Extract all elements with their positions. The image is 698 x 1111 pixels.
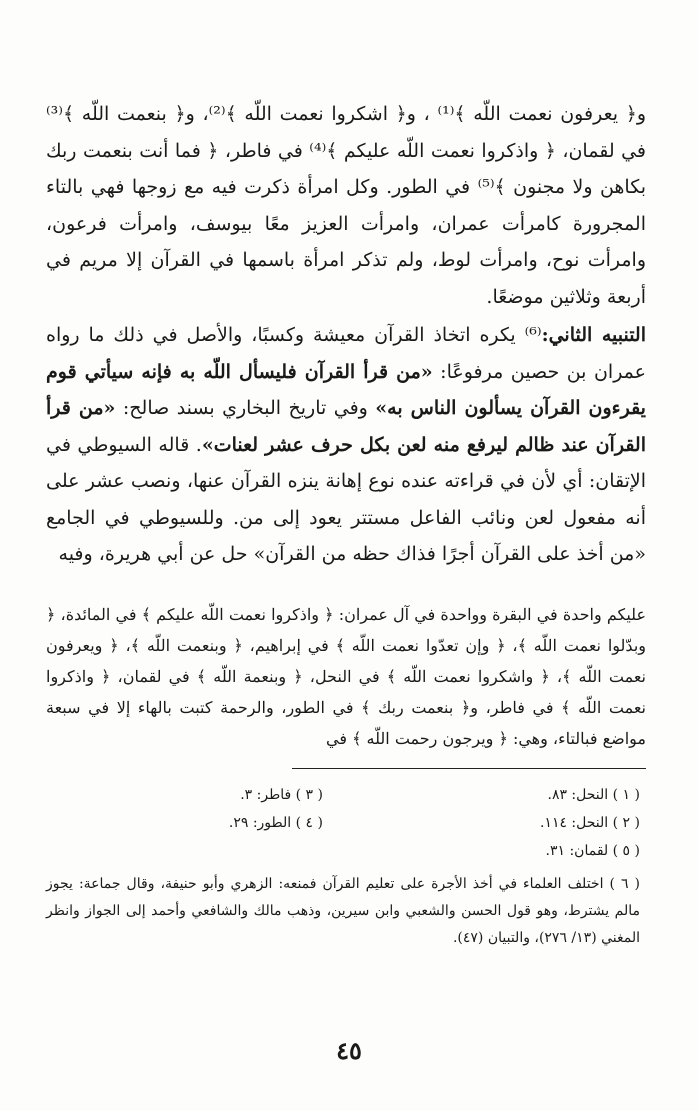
hadith-quote-1: «من قرأ القرآن فليسأل اللّه به فإنه سيأتي قوم يقرءون القرآن يسألون الناس به» [46, 360, 646, 419]
footnote-5: ( ٥ ) لقمان: ٣١. [545, 842, 640, 859]
second-note-label: التنبيه الثاني: [541, 324, 647, 346]
page-number: ٤٥ [336, 1036, 362, 1065]
footnote-2: ( ٢ ) النحل: ١١٤. [539, 814, 640, 831]
paragraph-2-text-3: . قاله السيوطي في الإتقان: أي لأن في قراءته عنده نوع إهانة ينزه القرآن عنها، ونصب عشر على أنه مفعول لعن ونائب الفاعل مستتر يعود إلى من. وللسيوطي في الجامع «من أخذ على القرآن أجرًا فذاك حظه من القرآن» حل عن أبي هريرة، وفيه [46, 433, 646, 565]
continuation-text: عليكم واحدة في البقرة وواحدة في آل عمران: ﴿ واذكروا نعمت اللّه عليكم ﴾ في المائدة، ﴿ وبدّلوا نعمت اللّه ﴾، ﴿ وإن تعدّوا نعمت اللّه ﴾ في إبراهيم، ﴿ وبنعمت اللّه ﴾، ﴿ ويعرفون نعمت اللّه ﴾، ﴿ واشكروا نعمت اللّه ﴾ في النحل، ﴿ وبنعمة اللّه ﴾ في لقمان، ﴿ واذكروا نعمت اللّه ﴾ في فاطر، و﴿ بنعمت ربك ﴾ في الطور، والرحمة كتبت بالهاء إلا في سبعة مواضع فبالتاء، وهي: ﴿ ويرجون رحمت اللّه ﴾ في [46, 604, 647, 748]
paragraph-2-text-1: ⁽⁶⁾ يكره اتخاذ القرآن معيشة وكسبًا، والأصل في ذلك ما رواه عمران بن حصين مرفوعًا: [46, 324, 646, 383]
footnote-4: ( ٤ ) الطور: ٢٩. [228, 814, 323, 831]
footnote-3: ( ٣ ) فاطر: ٣. [240, 786, 323, 803]
footnote-references [46, 781, 646, 865]
footnote-divider [292, 768, 646, 769]
footnote-1: ( ١ ) النحل: ٨٣. [547, 786, 640, 803]
footnote-continuation [46, 599, 646, 754]
footnote-6-block [46, 871, 646, 952]
paragraph-2 [46, 317, 646, 573]
main-text [46, 96, 646, 573]
footnote-6: ( ٦ ) اختلف العلماء في أخذ الأجرة على تعليم القرآن فمنعه: الزهري وأبو حنيفة، وقال جماعة: يجوز مالم يشترط، وهو قول الحسن والشعبي وابن سيرين، وذهب مالك والشافعي وأحمد إلى الجواز وانظر المغني (١٣/ ٢٧٦)، والتبيان (٤٧). [46, 875, 640, 946]
hadith-quote-2: «من قرأ القرآن عند ظالم ليرفع منه لعن بكل حرف عشر لعنات» [46, 397, 647, 456]
paragraph-1: و﴿ يعرفون نعمت اللّه ﴾⁽¹⁾ ، و﴿ اشكروا نعمت اللّه ﴾⁽²⁾، و﴿ بنعمت اللّه ﴾⁽³⁾ في لقمان، ﴿ واذكروا نعمت اللّه عليكم ﴾⁽⁴⁾ في فاطر، ﴿ فما أنت بنعمت ربك بكاهن ولا مجنون ﴾⁽⁵⁾ في الطور. وكل امرأة ذكرت فيه مع زوجها فهي بالتاء المجرورة كامرأت عمران، وامرأت العزيز معًا بيوسف، وامرأت فرعون، وامرأت نوح، وامرأت لوط، ولم تذكر امرأة باسمها في القرآن إلا مريم في أربعة وثلاثين موضعًا. [46, 103, 646, 308]
paragraph-2-text-2: وفي تاريخ البخاري بسند صالح: [115, 397, 376, 419]
